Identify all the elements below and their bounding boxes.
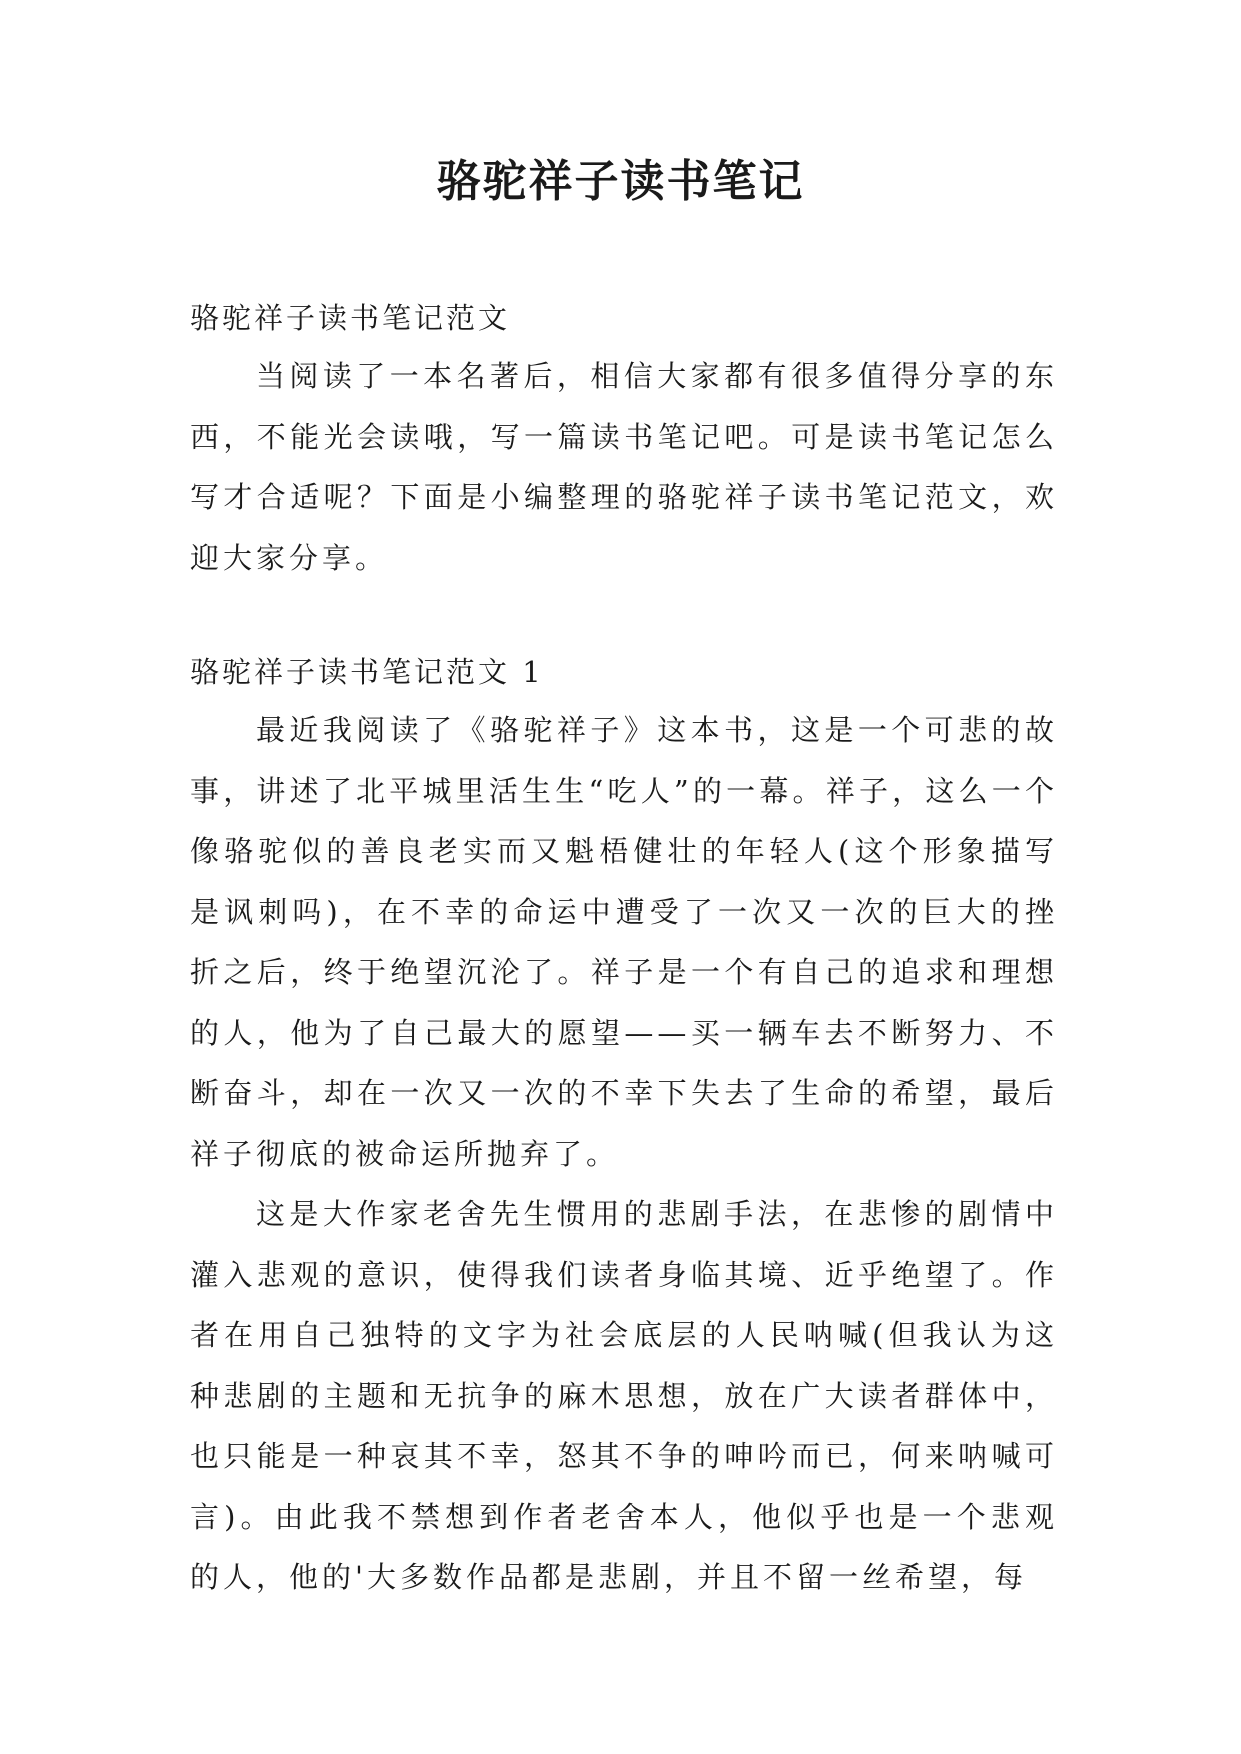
section-1-paragraph-1: 最近我阅读了《骆驼祥子》这本书，这是一个可悲的故事，讲述了北平城里活生生“吃人”的一幕。祥子，这么一个像骆驼似的善良老实而又魁梧健壮的年轻人(这个形象描写是讽刺吗)，在不幸的命运中遭受了一次又一次的巨大的挫折之后，终于绝望沉沦了。祥子是一个有自己的追求和理想的人，他为了自己最大的愿望——买一辆车去不断努力、不断奋斗，却在一次又一次的不幸下失去了生命的希望，最后祥子彻底的被命运所抛弃了。	[190, 713, 1058, 1171]
document-body	[190, 290, 1058, 1608]
subtitle-heading: 骆驼祥子读书笔记范文	[190, 301, 511, 335]
section-spacer	[190, 588, 1058, 644]
section-1-paragraph-2: 这是大作家老舍先生惯用的悲剧手法，在悲惨的剧情中灌入悲观的意识，使得我们读者身临其境、近乎绝望了。作者在用自己独特的文字为社会底层的人民呐喊(但我认为这种悲剧的主题和无抗争的麻木思想，放在广大读者群体中，也只能是一种哀其不幸，怒其不争的呻吟而已，何来呐喊可言)。由此我不禁想到作者老舍本人，他似乎也是一个悲观的人，他的'大多数作品都是悲剧，并且不留一丝希望，每	[190, 1197, 1058, 1594]
intro-paragraph: 当阅读了一本名著后，相信大家都有很多值得分享的东西，不能光会读哦，写一篇读书笔记吧。可是读书笔记怎么写才合适呢？下面是小编整理的骆驼祥子读书笔记范文，欢迎大家分享。	[190, 359, 1058, 575]
section-1-heading: 骆驼祥子读书笔记范文 1	[190, 655, 544, 689]
document-title: 骆驼祥子读书笔记	[436, 156, 805, 207]
